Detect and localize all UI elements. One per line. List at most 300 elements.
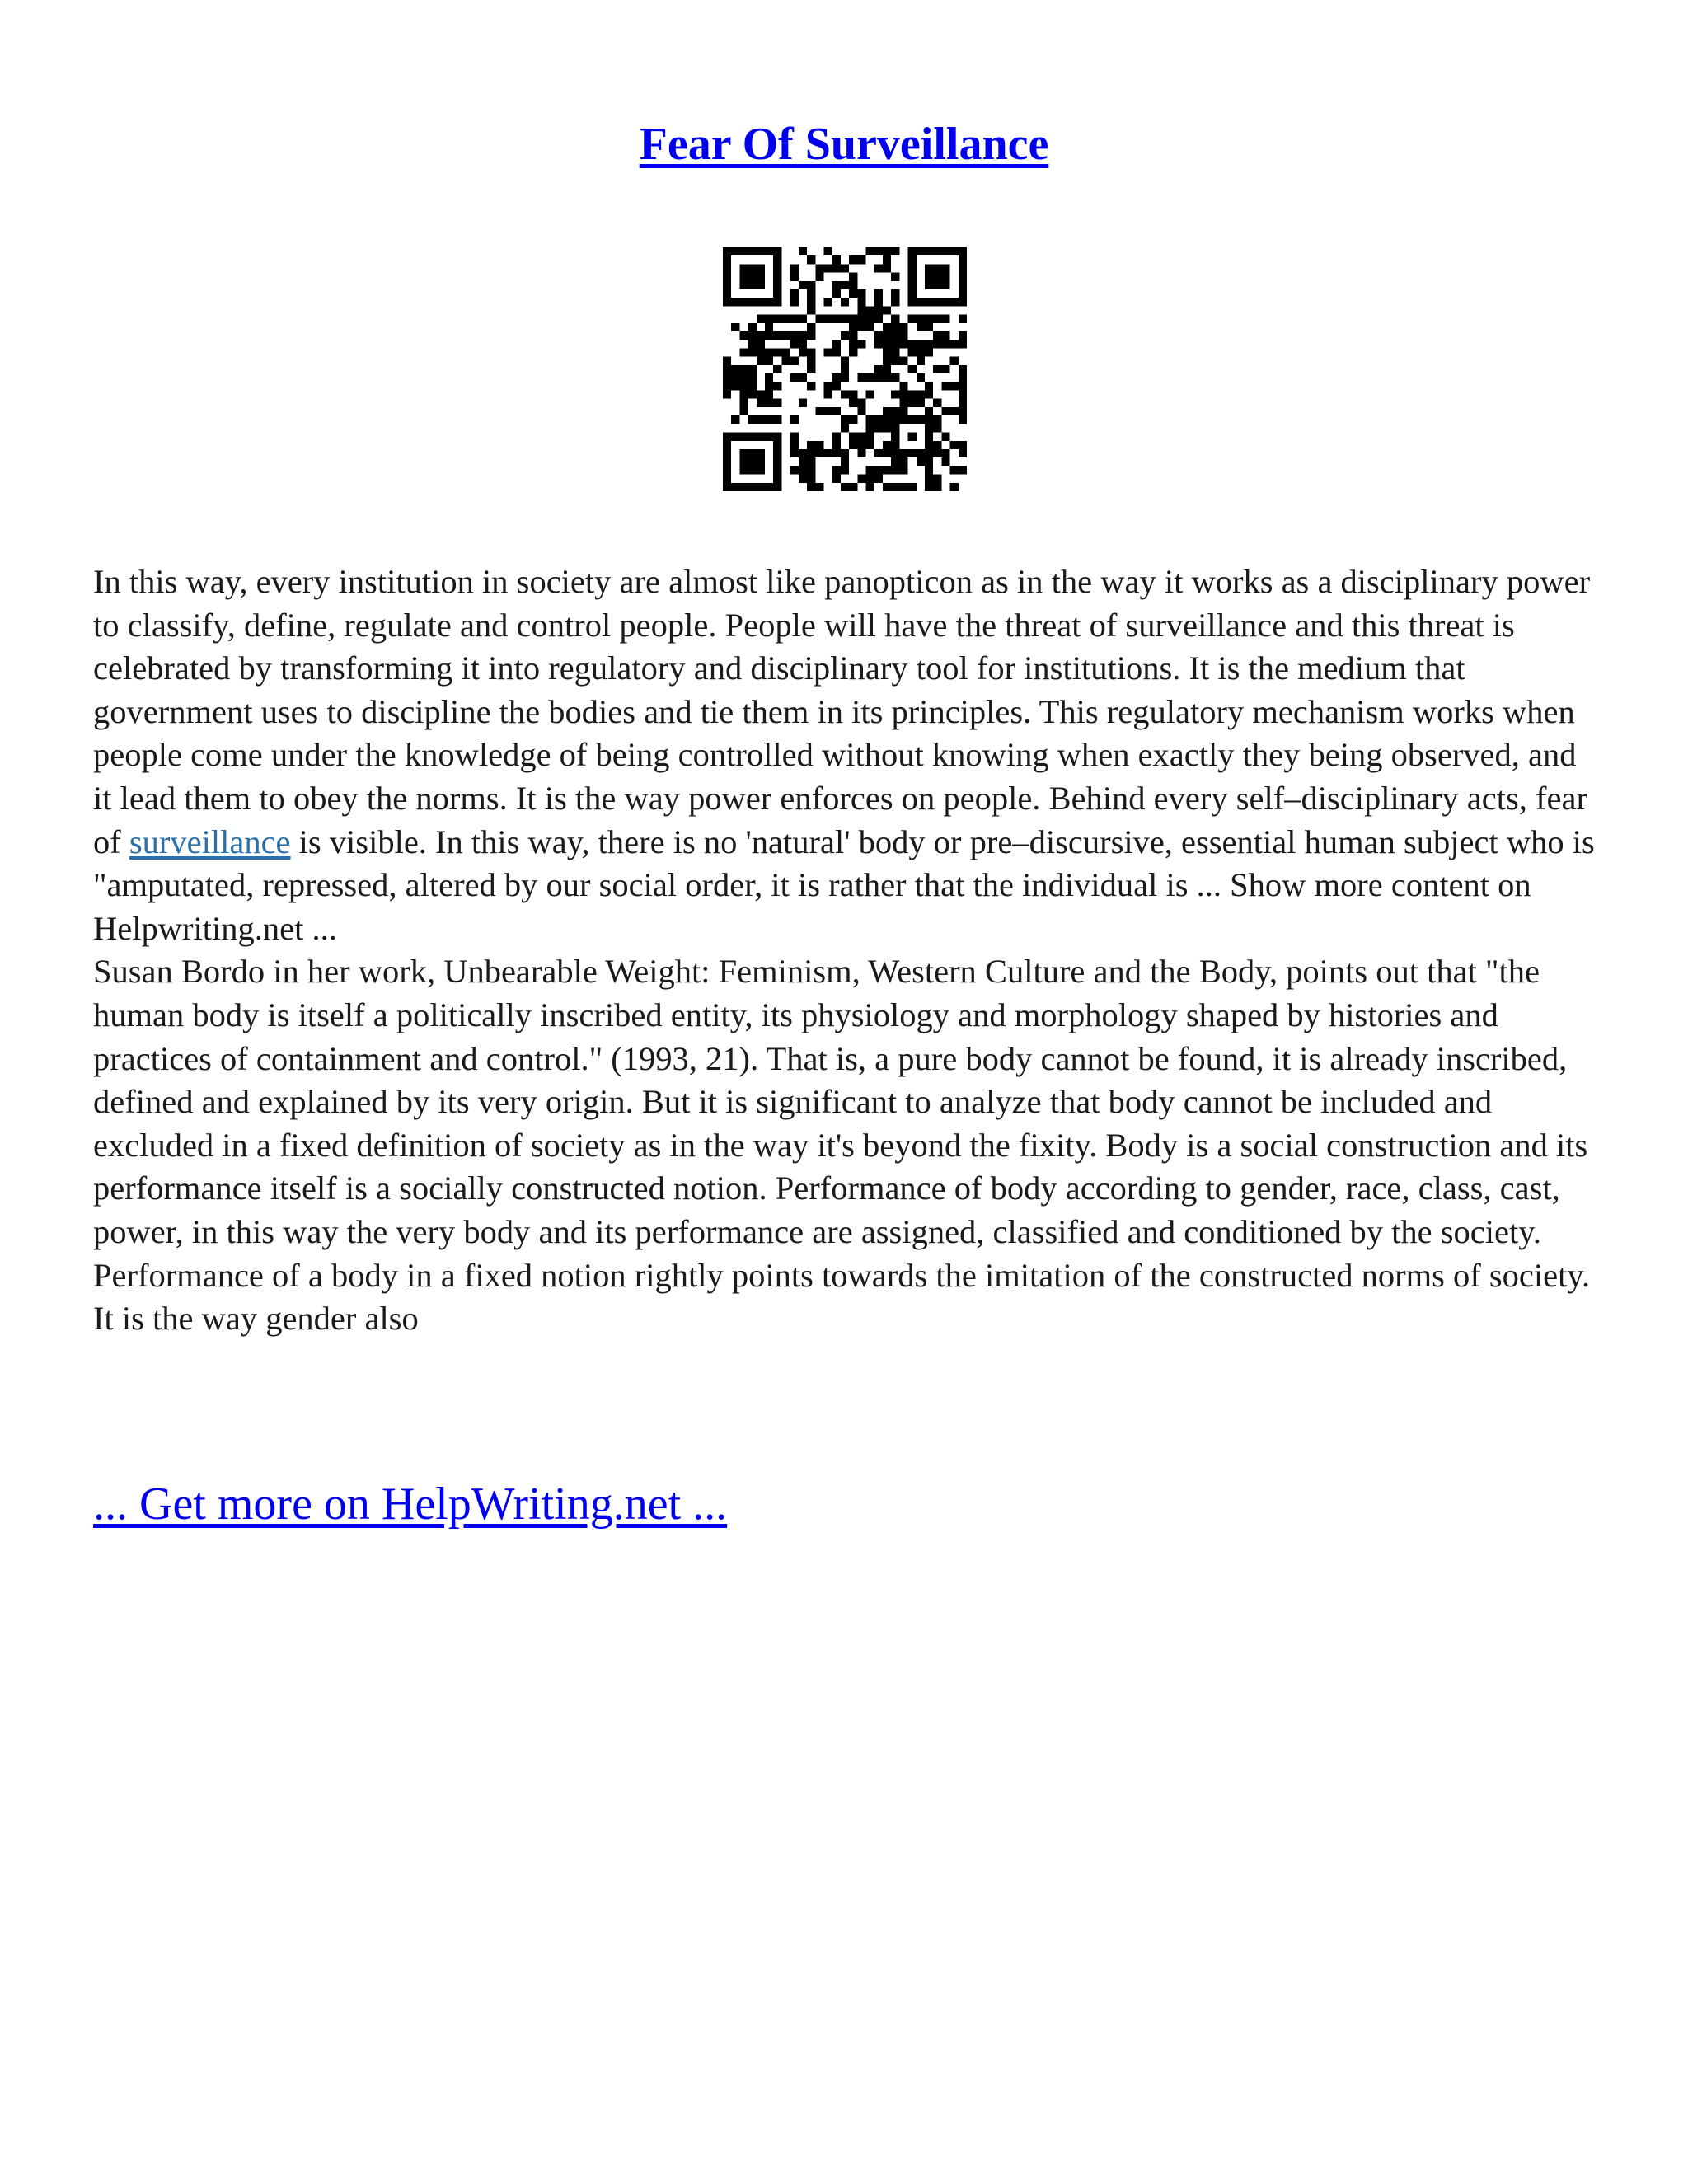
qr-module	[765, 483, 773, 491]
qr-module	[849, 255, 857, 264]
qr-module	[841, 373, 849, 382]
qr-module	[941, 247, 950, 255]
qr-module	[959, 331, 967, 340]
qr-module	[857, 255, 865, 264]
qr-module	[832, 348, 841, 356]
qr-module	[891, 357, 899, 365]
qr-module	[799, 475, 807, 483]
qr-module	[739, 264, 748, 272]
qr-module	[807, 348, 815, 356]
qr-module	[757, 457, 765, 466]
qr-module	[933, 281, 941, 289]
qr-module	[891, 407, 899, 415]
qr-module	[925, 247, 933, 255]
qr-module	[807, 255, 815, 264]
qr-module	[748, 466, 757, 474]
qr-module	[807, 466, 815, 474]
qr-module	[925, 382, 933, 390]
qr-module	[925, 483, 933, 491]
qr-module	[891, 391, 899, 399]
qr-module	[807, 449, 815, 457]
paragraph-1-text-end: is visible. In this way, there is no 'natural' body or pre–discursive, essential human subject who is "amputated, repressed, altered by our social order, it is rather that the individual is ... Show more content on Helpwriting.net ...	[93, 823, 1595, 947]
qr-module	[723, 457, 731, 466]
qr-module	[739, 247, 748, 255]
qr-module	[790, 298, 799, 306]
qr-module	[773, 449, 781, 457]
qr-module	[908, 483, 917, 491]
qr-module	[908, 348, 917, 356]
qr-module	[941, 298, 950, 306]
qr-module	[841, 415, 849, 424]
qr-module	[908, 289, 917, 298]
qr-module	[790, 357, 799, 365]
qr-module	[757, 264, 765, 272]
qr-module	[739, 298, 748, 306]
qr-module	[933, 273, 941, 281]
qr-module	[950, 441, 959, 449]
qr-module	[815, 483, 823, 491]
qr-module	[723, 357, 731, 365]
qr-module	[883, 415, 891, 424]
qr-module	[849, 289, 857, 298]
qr-module	[883, 365, 891, 373]
qr-module	[866, 441, 874, 449]
qr-module	[757, 348, 765, 356]
qr-module	[748, 382, 757, 390]
qr-module	[849, 340, 857, 348]
qr-module	[891, 331, 899, 340]
qr-module	[866, 433, 874, 441]
qr-module	[959, 449, 967, 457]
qr-module	[765, 391, 773, 399]
qr-module	[883, 348, 891, 356]
qr-module	[941, 407, 950, 415]
qr-module	[790, 373, 799, 382]
qr-module	[841, 357, 849, 365]
qr-module	[925, 340, 933, 348]
qr-module	[925, 457, 933, 466]
qr-module	[950, 298, 959, 306]
qr-module	[739, 373, 748, 382]
qr-module	[874, 466, 883, 474]
qr-module	[773, 264, 781, 272]
qr-module	[823, 348, 832, 356]
qr-module	[841, 466, 849, 474]
qr-module	[823, 382, 832, 390]
qr-module	[950, 357, 959, 365]
qr-module	[866, 475, 874, 483]
qr-module	[723, 273, 731, 281]
qr-module	[739, 331, 748, 340]
surveillance-link[interactable]: surveillance	[129, 823, 291, 860]
qr-module	[891, 441, 899, 449]
qr-module	[917, 247, 925, 255]
qr-module	[815, 441, 823, 449]
qr-module	[891, 466, 899, 474]
qr-module	[899, 415, 907, 424]
qr-module	[883, 357, 891, 365]
qr-module	[773, 273, 781, 281]
qr-module	[908, 255, 917, 264]
qr-module	[807, 365, 815, 373]
qr-module	[832, 340, 841, 348]
qr-module	[857, 306, 865, 314]
page-title	[0, 115, 1688, 173]
qr-module	[857, 315, 865, 323]
qr-module	[857, 399, 865, 407]
qr-module	[959, 399, 967, 407]
qr-module	[790, 289, 799, 298]
qr-module	[959, 247, 967, 255]
qr-module	[908, 399, 917, 407]
qr-module	[933, 298, 941, 306]
qr-module	[917, 323, 925, 331]
qr-module	[731, 382, 739, 390]
qr-module	[925, 449, 933, 457]
qr-module	[841, 298, 849, 306]
qr-module	[815, 407, 823, 415]
qr-module	[857, 475, 865, 483]
qr-module	[891, 433, 899, 441]
qr-module	[799, 247, 807, 255]
qr-module	[773, 331, 781, 340]
qr-module	[748, 373, 757, 382]
paragraph-1	[93, 560, 1601, 950]
qr-module	[815, 273, 823, 281]
qr-module	[807, 323, 815, 331]
qr-module	[799, 340, 807, 348]
qr-module	[941, 382, 950, 390]
qr-module	[849, 415, 857, 424]
qr-module	[723, 433, 731, 441]
qr-module	[917, 457, 925, 466]
qr-module	[723, 441, 731, 449]
get-more-link[interactable]: ... Get more on HelpWriting.net ...	[93, 1479, 728, 1530]
qr-module	[790, 433, 799, 441]
qr-module	[866, 466, 874, 474]
qr-module	[891, 289, 899, 298]
qr-module	[933, 331, 941, 340]
qr-module	[739, 407, 748, 415]
qr-module	[757, 331, 765, 340]
qr-module	[723, 298, 731, 306]
qr-module	[832, 407, 841, 415]
qr-module	[832, 441, 841, 449]
qr-module	[823, 298, 832, 306]
qr-module	[731, 415, 739, 424]
qr-module	[866, 373, 874, 382]
qr-module	[866, 391, 874, 399]
qr-module	[748, 391, 757, 399]
qr-module	[874, 306, 883, 314]
qr-module	[765, 373, 773, 382]
qr-module	[781, 357, 790, 365]
qr-module	[933, 399, 941, 407]
qr-module	[815, 264, 823, 272]
qr-module	[891, 348, 899, 356]
qr-module	[849, 391, 857, 399]
qr-module	[917, 340, 925, 348]
qr-module	[841, 457, 849, 466]
qr-module	[739, 391, 748, 399]
qr-module	[781, 315, 790, 323]
qr-module	[874, 331, 883, 340]
qr-module	[773, 433, 781, 441]
qr-module	[849, 348, 857, 356]
qr-module	[773, 457, 781, 466]
qr-module	[773, 441, 781, 449]
qr-module	[731, 483, 739, 491]
qr-module	[765, 331, 773, 340]
qr-module	[891, 373, 899, 382]
qr-module	[799, 457, 807, 466]
qr-module	[841, 315, 849, 323]
qr-module	[748, 273, 757, 281]
qr-module	[773, 382, 781, 390]
qr-module	[723, 475, 731, 483]
qr-module	[883, 441, 891, 449]
qr-module	[748, 457, 757, 466]
qr-module	[899, 407, 907, 415]
qr-module	[723, 466, 731, 474]
qr-module	[883, 255, 891, 264]
qr-module	[857, 298, 865, 306]
qr-module	[849, 315, 857, 323]
qr-module	[950, 407, 959, 415]
qr-module	[933, 441, 941, 449]
qr-module	[765, 382, 773, 390]
qr-module	[891, 247, 899, 255]
qr-module	[883, 340, 891, 348]
qr-module	[874, 415, 883, 424]
qr-module	[799, 331, 807, 340]
qr-module	[832, 315, 841, 323]
qr-module	[891, 273, 899, 281]
qr-module	[773, 255, 781, 264]
qr-module	[773, 348, 781, 356]
qr-module	[757, 298, 765, 306]
qr-module	[925, 475, 933, 483]
qr-module	[891, 315, 899, 323]
qr-module	[959, 441, 967, 449]
qr-module	[899, 457, 907, 466]
qr-module	[799, 348, 807, 356]
qr-module	[799, 281, 807, 289]
qr-module	[748, 281, 757, 289]
qr-module	[807, 298, 815, 306]
qr-module	[807, 483, 815, 491]
paragraph-2: Susan Bordo in her work, Unbearable Weight: Feminism, Western Culture and the Body, points out that "the human body is itself a politically inscribed entity, its physiology and morphology shaped by histories and practices of containment and control." (1993, 21). That is, a pure body cannot be found, it is already inscribed, defined and explained by its very origin. But it is significant to analyze that body cannot be included and excluded in a fixed definition of society as in the way it's beyond the fixity. Body is a social construction and its performance itself is a socially constructed notion. Performance of body according to gender, race, class, cast, power, in this way the very body and its performance are assigned, classified and conditioned by the society. Performance of a body in a fixed notion rightly points towards the imitation of the constructed norms of society. It is the way gender also	[93, 953, 1591, 1338]
qr-module	[757, 315, 765, 323]
qr-module	[773, 415, 781, 424]
qr-module	[891, 323, 899, 331]
qr-module	[883, 407, 891, 415]
qr-module	[899, 399, 907, 407]
qr-module	[908, 415, 917, 424]
qr-module	[739, 483, 748, 491]
qr-module	[857, 373, 865, 382]
qr-module	[799, 466, 807, 474]
qr-module	[773, 281, 781, 289]
qr-module	[739, 457, 748, 466]
qr-module	[841, 449, 849, 457]
qr-module	[925, 323, 933, 331]
qr-module	[723, 289, 731, 298]
qr-module	[849, 323, 857, 331]
qr-module	[925, 281, 933, 289]
qr-module	[941, 273, 950, 281]
qr-module	[773, 289, 781, 298]
qr-module	[866, 315, 874, 323]
qr-module	[874, 449, 883, 457]
qr-module	[941, 433, 950, 441]
qr-module	[832, 466, 841, 474]
qr-module	[908, 298, 917, 306]
qr-module	[731, 373, 739, 382]
qr-module	[815, 315, 823, 323]
qr-module	[874, 289, 883, 298]
qr-module	[899, 391, 907, 399]
qr-module	[765, 415, 773, 424]
qr-module	[917, 348, 925, 356]
qr-module	[950, 247, 959, 255]
qr-module	[917, 373, 925, 382]
qr-module	[841, 391, 849, 399]
qr-module	[941, 281, 950, 289]
qr-module	[739, 399, 748, 407]
qr-module	[841, 331, 849, 340]
qr-module	[723, 382, 731, 390]
qr-module	[908, 247, 917, 255]
qr-module	[950, 466, 959, 474]
qr-module	[899, 331, 907, 340]
qr-module	[925, 298, 933, 306]
title-link[interactable]: Fear Of Surveillance	[639, 119, 1049, 170]
qr-module	[757, 281, 765, 289]
qr-module	[933, 415, 941, 424]
qr-module	[874, 373, 883, 382]
qr-module	[866, 247, 874, 255]
qr-module	[790, 315, 799, 323]
qr-module	[807, 357, 815, 365]
qr-module	[731, 433, 739, 441]
qr-module	[866, 483, 874, 491]
qr-module	[731, 247, 739, 255]
qr-module	[765, 348, 773, 356]
qr-module	[891, 424, 899, 432]
qr-module	[950, 382, 959, 390]
qr-module	[739, 281, 748, 289]
qr-module	[908, 264, 917, 272]
qr-module	[899, 483, 907, 491]
qr-module	[959, 298, 967, 306]
qr-code-icon	[723, 247, 967, 491]
qr-module	[933, 315, 941, 323]
qr-module	[757, 466, 765, 474]
qr-module	[899, 340, 907, 348]
qr-module	[723, 449, 731, 457]
qr-module	[899, 466, 907, 474]
qr-module	[874, 315, 883, 323]
qr-module	[925, 424, 933, 432]
qr-module	[959, 264, 967, 272]
qr-module	[959, 382, 967, 390]
qr-module	[883, 331, 891, 340]
qr-module	[748, 415, 757, 424]
qr-module	[874, 298, 883, 306]
qr-module	[815, 449, 823, 457]
qr-module	[799, 449, 807, 457]
qr-module	[757, 415, 765, 424]
qr-module	[857, 433, 865, 441]
qr-module	[748, 449, 757, 457]
qr-module	[723, 281, 731, 289]
qr-module	[883, 247, 891, 255]
qr-module	[959, 415, 967, 424]
qr-module	[757, 399, 765, 407]
qr-module	[917, 391, 925, 399]
qr-module	[765, 323, 773, 331]
qr-module	[941, 315, 950, 323]
qr-module	[874, 475, 883, 483]
qr-module	[857, 449, 865, 457]
qr-module	[823, 449, 832, 457]
qr-module	[925, 415, 933, 424]
qr-module	[739, 273, 748, 281]
qr-module	[857, 323, 865, 331]
qr-module	[757, 391, 765, 399]
qr-module	[748, 264, 757, 272]
qr-module	[899, 382, 907, 390]
qr-module	[765, 247, 773, 255]
qr-module	[959, 340, 967, 348]
qr-module	[925, 466, 933, 474]
qr-module	[959, 466, 967, 474]
qr-module	[941, 449, 950, 457]
qr-module	[773, 399, 781, 407]
qr-module	[933, 483, 941, 491]
qr-module	[807, 475, 815, 483]
qr-module	[866, 306, 874, 314]
qr-module	[832, 255, 841, 264]
qr-module	[883, 264, 891, 272]
qr-module	[883, 373, 891, 382]
qr-module	[917, 415, 925, 424]
qr-module	[748, 323, 757, 331]
qr-module	[849, 281, 857, 289]
get-more-link-container	[93, 1475, 727, 1533]
qr-module	[781, 348, 790, 356]
qr-module	[790, 331, 799, 340]
qr-module	[832, 433, 841, 441]
qr-module	[723, 373, 731, 382]
qr-module	[941, 331, 950, 340]
qr-module	[874, 365, 883, 373]
qr-module	[959, 365, 967, 373]
qr-module	[832, 281, 841, 289]
qr-module	[941, 340, 950, 348]
qr-module	[849, 399, 857, 407]
qr-module	[866, 323, 874, 331]
qr-module	[874, 264, 883, 272]
qr-module	[723, 255, 731, 264]
qr-module	[908, 433, 917, 441]
qr-module	[739, 433, 748, 441]
qr-module	[765, 298, 773, 306]
qr-module	[899, 357, 907, 365]
qr-module	[757, 433, 765, 441]
qr-module	[723, 391, 731, 399]
